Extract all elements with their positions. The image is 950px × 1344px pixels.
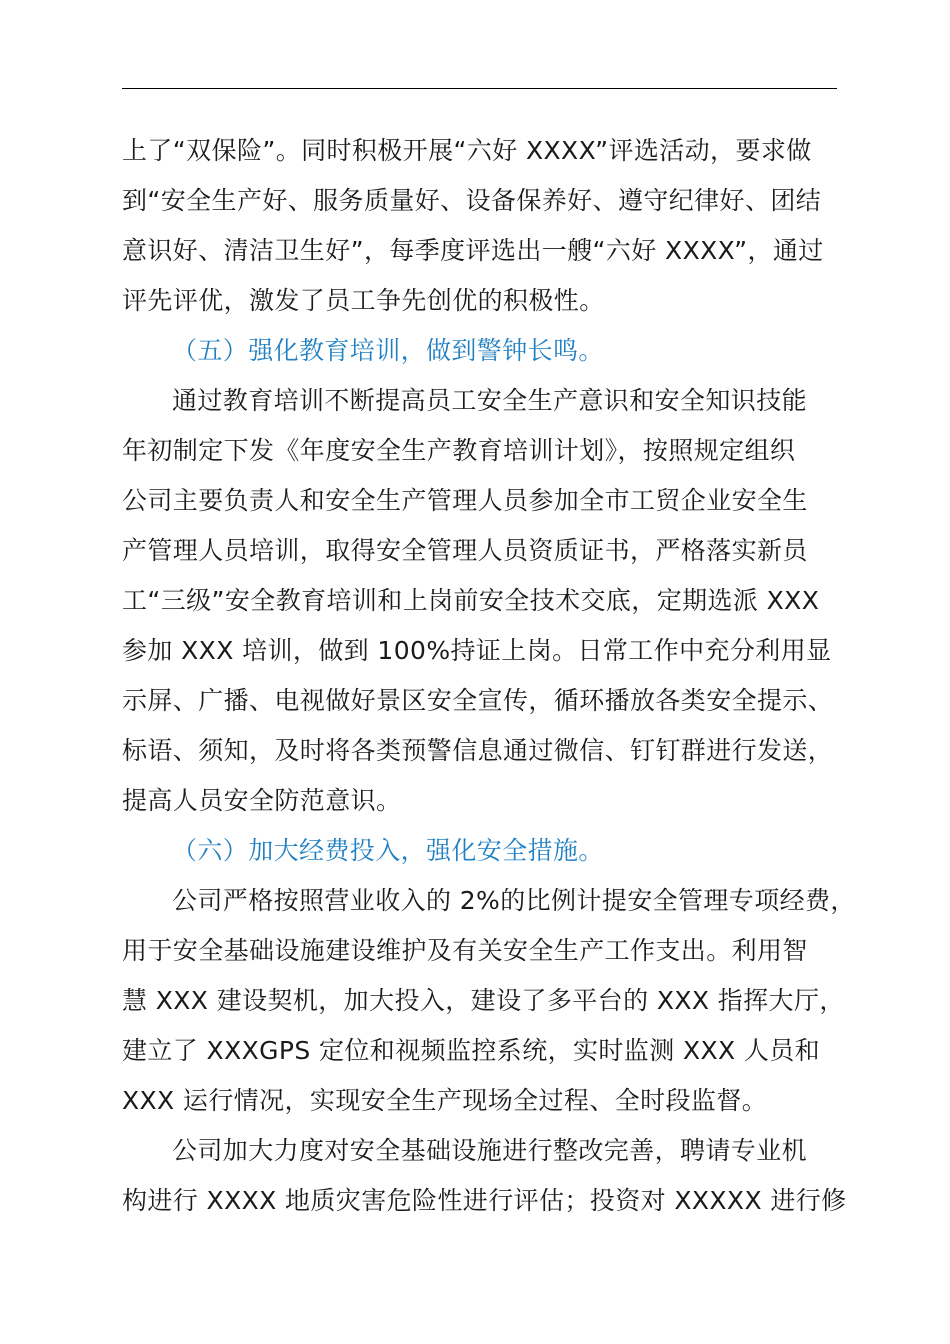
body-line: 公司主要负责人和安全生产管理人员参加全市工贸企业安全生 xyxy=(122,486,808,515)
body-line: 年初制定下发《年度安全生产教育培训计划》，按照规定组织 xyxy=(122,436,796,465)
body-line: 慧 XXX 建设契机，加大投入，建设了多平台的 XXX 指挥大厅， xyxy=(122,986,845,1015)
document-body xyxy=(122,126,862,1226)
section-heading-5: （五）强化教育培训，做到警钟长鸣。 xyxy=(172,336,604,365)
body-line: 提高人员安全防范意识。 xyxy=(122,786,402,815)
paragraph-start: 通过教育培训不断提高员工安全生产意识和安全知识技能 xyxy=(172,386,808,415)
body-line: 构进行 XXXX 地质灾害危险性进行评估；投资对 XXXXX 进行修 xyxy=(122,1186,847,1215)
body-line: 标语、须知，及时将各类预警信息通过微信、钉钉群进行发送， xyxy=(122,736,834,765)
paragraph-start: 公司加大力度对安全基础设施进行整改完善，聘请专业机 xyxy=(172,1136,808,1165)
body-line: 产管理人员培训，取得安全管理人员资质证书，严格落实新员 xyxy=(122,536,808,565)
section-heading-6: （六）加大经费投入，强化安全措施。 xyxy=(172,836,604,865)
body-line: 示屏、广播、电视做好景区安全宣传，循环播放各类安全提示、 xyxy=(122,686,834,715)
body-line: 到“安全生产好、服务质量好、设备保养好、遵守纪律好、团结 xyxy=(122,186,822,215)
body-line: 工“三级”安全教育培训和上岗前安全技术交底，定期选派 XXX xyxy=(122,586,820,615)
body-line: 用于安全基础设施建设维护及有关安全生产工作支出。利用智 xyxy=(122,936,808,965)
paragraph-start: 公司严格按照营业收入的 2%的比例计提安全管理专项经费， xyxy=(172,886,856,915)
body-line: 评先评优，激发了员工争先创优的积极性。 xyxy=(122,286,605,315)
body-line: XXX 运行情况，实现安全生产现场全过程、全时段监督。 xyxy=(122,1086,768,1115)
body-line: 建立了 XXXGPS 定位和视频监控系统，实时监测 XXX 人员和 xyxy=(122,1036,821,1065)
body-line: 参加 XXX 培训，做到 100%持证上岗。日常工作中充分利用显 xyxy=(122,636,832,665)
body-line: 意识好、清洁卫生好”，每季度评选出一艘“六好 XXXX”，通过 xyxy=(122,236,824,265)
body-line: 上了“双保险”。同时积极开展“六好 XXXX”评选活动，要求做 xyxy=(122,136,812,165)
header-rule xyxy=(122,88,837,89)
